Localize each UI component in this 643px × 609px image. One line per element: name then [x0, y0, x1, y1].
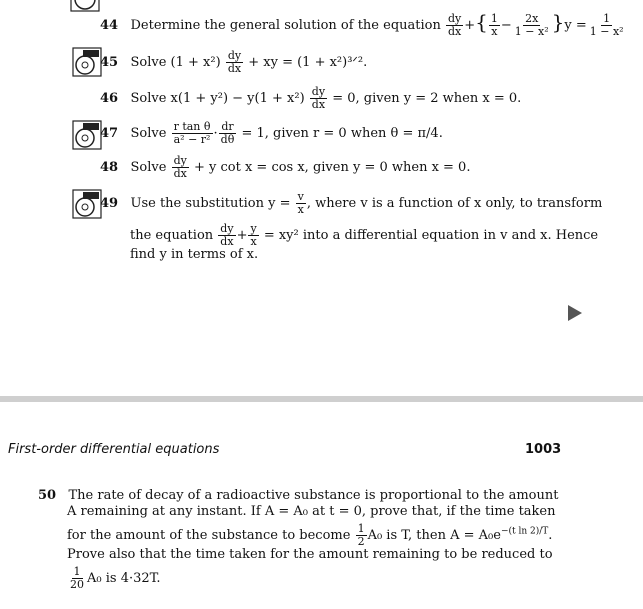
- media-disc-icon[interactable]: [72, 120, 102, 150]
- question-48: [100, 155, 470, 180]
- page-divider: [0, 396, 643, 402]
- question-text: Solve: [130, 126, 167, 141]
- media-disc-icon[interactable]: [72, 189, 102, 219]
- fraction-rhs: $\frac{1}{\text{1 − x²}}$: [589, 12, 624, 38]
- question-47: [100, 121, 443, 146]
- question-text: Solve x(1 + y²) − y(1 + x²): [130, 91, 305, 106]
- question-number: 46: [100, 91, 119, 106]
- question-text-rest: = xy² into a differential equation in v and x. Hence: [263, 228, 599, 243]
- play-arrow-icon[interactable]: [568, 305, 582, 321]
- question-45: [100, 50, 367, 75]
- fraction-dr-dtheta: $\frac{dr}{d\theta}$: [220, 120, 235, 146]
- question-50-line2: [67, 504, 556, 520]
- question-number: 45: [100, 55, 119, 70]
- brace-left: {: [475, 10, 488, 34]
- question-text-rest: , where v is a function of x only, to transform: [306, 196, 603, 211]
- question-text: for the amount of the substance to become: [67, 528, 351, 543]
- fraction-y-x: $\frac{y}{x}$: [250, 222, 257, 248]
- y-equals: y =: [564, 18, 587, 33]
- exponent: −(t ln 2)/T: [500, 526, 549, 537]
- chapter-header: First-order differential equations: [8, 442, 220, 457]
- question-44: [100, 10, 627, 38]
- question-text-rest: + y cot x = cos x, given y = 0 when x = 0.: [193, 160, 471, 175]
- fraction-v-x: $\frac{v}{x}$: [297, 190, 304, 216]
- question-text: A remaining at any instant. If A = A₀ at t = 0, prove that, if the time taken: [67, 504, 556, 519]
- question-number: 44: [100, 18, 119, 33]
- media-disc-icon[interactable]: [72, 47, 102, 77]
- fraction-dy-dx: $\frac{dy}{dx}$: [220, 222, 234, 248]
- dot-operator: ·: [213, 126, 218, 141]
- question-text: .: [548, 528, 553, 543]
- question-text: find y in terms of x.: [130, 247, 259, 262]
- plus-sign: +: [464, 18, 476, 33]
- minus-sign: −: [500, 18, 512, 33]
- fraction-rtan: $\frac{\text{r tan θ}}{\text{a² − r²}}$: [173, 120, 211, 146]
- fraction-1-x: $\frac{1}{x}$: [490, 12, 498, 38]
- question-text: Solve (1 + x²): [130, 55, 221, 70]
- question-50-line5: [67, 566, 161, 591]
- page-number: 1003: [525, 442, 562, 457]
- question-number: 48: [100, 160, 119, 175]
- fraction-half: $\frac{1}{2}$: [357, 522, 365, 548]
- question-49-line3: [130, 247, 258, 263]
- question-46: [100, 86, 521, 111]
- question-text-rest: = 1, given r = 0 when θ = π/4.: [241, 126, 443, 141]
- fraction-2x: $\frac{2x}{\text{1 − x²}}$: [514, 12, 549, 38]
- question-text: Prove also that the time taken for the amount remaining to be reduced to: [67, 547, 553, 562]
- fraction-1-20: $\frac{1}{20}$: [70, 565, 84, 591]
- brace-right: }: [551, 10, 565, 34]
- question-number: 47: [100, 126, 119, 141]
- fraction-dy-dx: $\frac{dy}{dx}$: [311, 85, 326, 111]
- question-50-line1: [38, 488, 558, 504]
- question-text-rest: + xy = (1 + x²)³ᐟ².: [248, 55, 368, 70]
- plus-sign: +: [236, 228, 248, 243]
- fraction-dy-dx: $\frac{dy}{dx}$: [227, 49, 242, 75]
- question-text: the equation: [130, 228, 214, 243]
- question-49-line2: [130, 223, 598, 248]
- fraction-dy-dx: $\frac{dy}{dx}$: [173, 154, 187, 180]
- fraction-dy-dx: $\frac{dy}{dx}$: [447, 12, 462, 38]
- question-50-line3: [67, 523, 552, 548]
- question-text: A₀ is T, then A = A₀e: [367, 528, 501, 543]
- question-text: Use the substitution y =: [130, 196, 291, 211]
- question-text: The rate of decay of a radioactive substance is proportional to the amount: [68, 488, 559, 503]
- question-text: Solve: [130, 160, 167, 175]
- question-49-line1: [100, 191, 602, 216]
- media-disc-icon[interactable]: [70, 0, 100, 12]
- question-text: A₀ is 4·32T.: [87, 571, 161, 586]
- question-50-line4: [67, 547, 553, 563]
- question-number: 50: [38, 488, 57, 503]
- question-text-rest: = 0, given y = 2 when x = 0.: [332, 91, 522, 106]
- question-text: Determine the general solution of the equation: [130, 18, 441, 33]
- question-number: 49: [100, 196, 119, 211]
